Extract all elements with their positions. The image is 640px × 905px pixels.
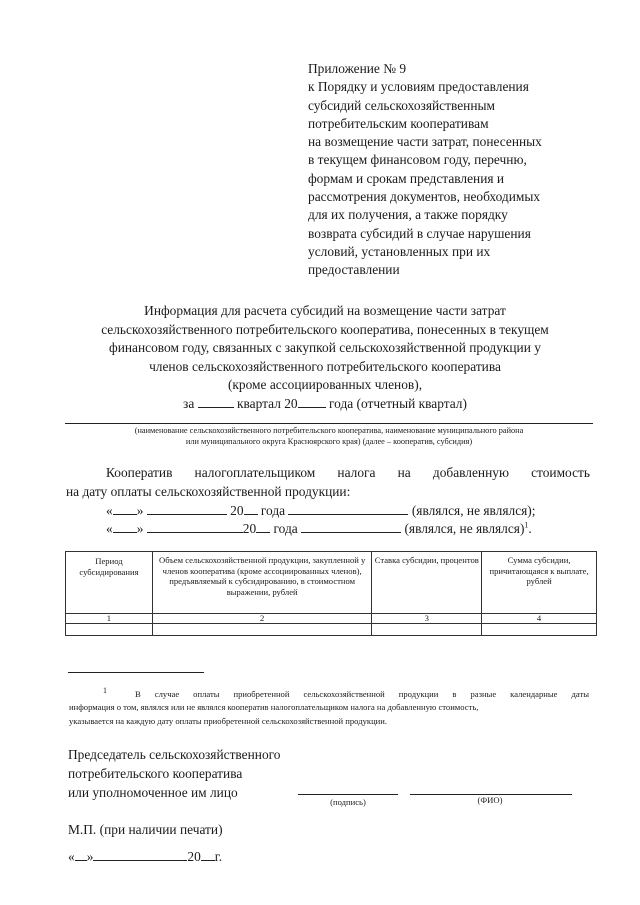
year-prefix: 20: [230, 503, 244, 518]
signature-line[interactable]: [298, 794, 398, 795]
table-row: [66, 624, 597, 636]
year-prefix: 20: [242, 521, 257, 536]
header-rate: Ставка субсидии, процентов: [372, 552, 482, 614]
month-field-2[interactable]: [147, 520, 243, 533]
cooperative-name-line[interactable]: [65, 423, 593, 424]
date-line-1: [106, 502, 535, 519]
col-number: 2: [152, 614, 372, 624]
footnote-mark: 1: [103, 686, 107, 696]
sign-year-field[interactable]: [201, 848, 215, 861]
period-line: [60, 395, 590, 414]
title-line: финансовом году, связанных с закупкой сельскохозяйственной продукции у: [109, 340, 541, 356]
date-line-2: [106, 520, 532, 537]
appendix-line: к Порядку и условиям предоставления: [308, 79, 529, 95]
status-end: .: [528, 521, 532, 536]
appendix-line: возврата субсидий в случае нарушения: [308, 225, 531, 241]
sign-month-field[interactable]: [93, 848, 187, 861]
footnote-line-1: В случае оплаты приобретенной сельскохозяйственной продукции в разные календарные даты: [135, 689, 589, 699]
month-field-1[interactable]: [147, 502, 227, 515]
status-text-1: (являлся, не являлся);: [411, 503, 536, 518]
footnote-line-2: информация о том, являлся или не являлся кооператив налогоплательщиком налога на добавленную стоимость,: [69, 702, 479, 713]
period-kvartal: квартал 20: [237, 395, 298, 411]
appendix-line: субсидий сельскохозяйственным: [308, 97, 495, 113]
header-volume: Объем сельскохозяйственной продукции, закупленной у членов кооператива (кроме ассоциированных членов), предъявляемый к субсидированию, в стоимостном выражении, рублей: [152, 552, 372, 614]
title-line: (кроме ассоциированных членов),: [227, 377, 423, 393]
appendix-line: потребительским кооперативам: [308, 115, 489, 131]
table-header-row: [66, 552, 597, 614]
date-year: 20: [187, 849, 201, 864]
open-quote: «: [106, 503, 113, 518]
col-number: 4: [482, 614, 597, 624]
sign-day-field[interactable]: [75, 848, 87, 861]
status-field-2[interactable]: [301, 520, 401, 533]
appendix-line: предоставлении: [308, 262, 400, 278]
signatory: [68, 745, 281, 802]
statement-line-2: на дату оплаты сельскохозяйственной продукции:: [66, 484, 351, 499]
fio-caption: (ФИО): [477, 795, 503, 805]
title-line: Информация для расчета субсидий на возмещение части затрат: [144, 303, 506, 318]
sign-caption: (подпись): [330, 797, 366, 807]
status-text-2: (являлся, не являлся): [404, 521, 525, 536]
appendix-line: условий, установленных при их: [308, 243, 491, 259]
stamp-note: М.П. (при наличии печати): [68, 822, 223, 837]
table-number-row: [66, 614, 597, 624]
appendix-line: на возмещение части затрат, понесенных: [308, 134, 542, 150]
signatory-line-3: или уполномоченное им лицо: [68, 785, 238, 800]
date-close: »: [86, 849, 94, 864]
appendix-line: формам и срокам представления и: [308, 170, 505, 186]
footnote-separator: [68, 672, 204, 673]
open-quote: «: [106, 521, 113, 536]
year-field-2[interactable]: [256, 520, 270, 533]
appendix-line: для их получения, а также порядку: [308, 207, 508, 223]
table-cell[interactable]: [482, 624, 597, 636]
appendix-header: [308, 60, 608, 280]
table-cell[interactable]: [372, 624, 482, 636]
signatory-line-2: потребительского кооператива: [68, 766, 243, 781]
appendix-line: рассмотрения документов, необходимых: [308, 189, 541, 205]
appendix-line: в текущем финансовом году, перечню,: [308, 152, 527, 168]
col-number: 3: [372, 614, 482, 624]
status-field-1[interactable]: [288, 502, 408, 515]
signature-date: [68, 848, 222, 865]
quarter-field[interactable]: [198, 395, 234, 408]
year-suffix: года: [273, 521, 298, 536]
year-field[interactable]: [298, 395, 326, 408]
year-field-1[interactable]: [244, 502, 258, 515]
header-amount: Сумма субсидии, причитающаяся к выплате, рублей: [482, 552, 597, 614]
name-caption-2: или муниципального округа Красноярского края) (далее – кооператив, субсидия): [185, 437, 473, 446]
header-period: Период субсидирования: [66, 552, 153, 614]
col-number: 1: [66, 614, 153, 624]
date-suffix: г.: [214, 849, 223, 864]
title-line: сельскохозяйственного потребительского кооператива, понесенных в текущем: [101, 321, 549, 337]
footnote-ref: 1: [524, 520, 529, 530]
statement-line-1: Кооператив налогоплательщиком налога на добавленную стоимость: [106, 465, 590, 480]
footnote: [69, 688, 589, 728]
year-suffix: года: [260, 503, 286, 518]
title-line: членов сельскохозяйственного потребительского кооператива: [149, 358, 501, 374]
signatory-line-1: Председатель сельскохозяйственного: [68, 747, 281, 762]
period-za: за: [183, 395, 195, 411]
name-caption-1: (наименование сельскохозяйственного потребительского кооператива, наименование муниципального района: [134, 426, 524, 435]
day-field-1[interactable]: [113, 502, 137, 515]
day-field-2[interactable]: [113, 520, 137, 533]
document-title: [60, 302, 590, 414]
subsidy-table: [65, 551, 597, 636]
date-open: «: [68, 849, 75, 864]
period-end: года (отчетный квартал): [328, 395, 467, 411]
close-quote: »: [136, 521, 144, 536]
table-cell[interactable]: [66, 624, 153, 636]
close-quote: »: [136, 503, 144, 518]
table-cell[interactable]: [152, 624, 372, 636]
footnote-line-3: указывается на каждую дату оплаты приобретенной сельскохозяйственной продукции.: [69, 715, 388, 726]
appendix-line: Приложение № 9: [308, 61, 407, 76]
